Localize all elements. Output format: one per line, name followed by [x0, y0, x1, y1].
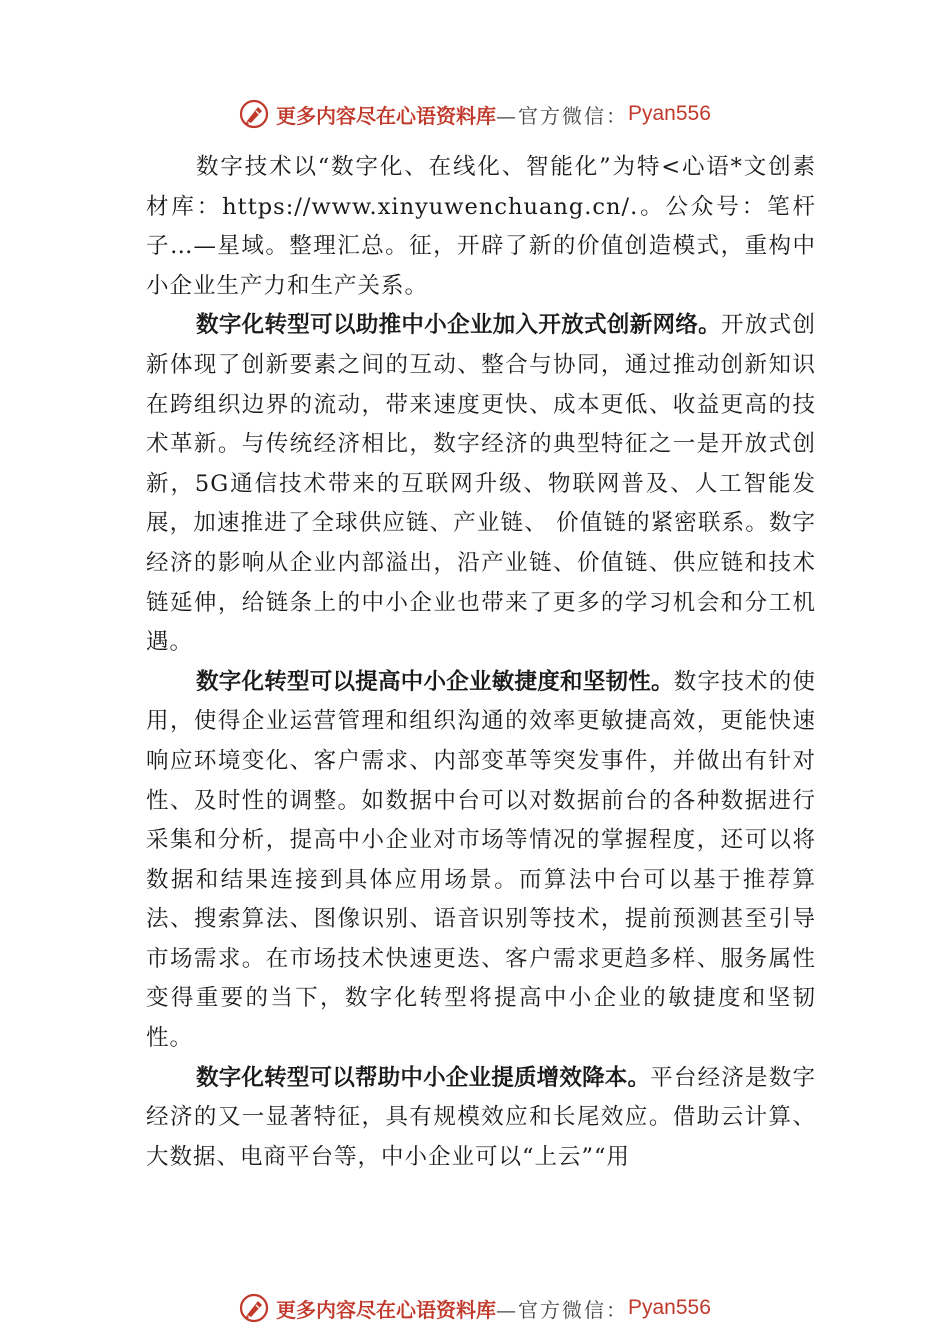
paragraph-text: 数字技术以“数字化、在线化、智能化”为特<心语*文创素材库：https://www.xinyuwenchuang.cn/.。公众号：笔杆子…—星域。整理汇总。征，开辟了新的价值创造模式，重构中小企业生产力和生产关系。	[146, 154, 816, 299]
paragraph	[146, 306, 816, 662]
paragraph-text: 平台经济是数字经济的又一显著特征，具有规模效应和长尾效应。借助云计算、大数据、电商平台等，中小企业可以“上云”“用	[146, 1064, 816, 1170]
paragraph	[146, 663, 816, 1059]
paragraph-lead: 数字化转型可以帮助中小企业提质增效降本。	[196, 1064, 651, 1091]
paragraph	[146, 148, 816, 306]
pen-nib-logo-icon	[238, 98, 270, 130]
header-wechat-id: Pyan556	[628, 102, 711, 125]
footer-banner-text: 更多内容尽在心语资料库	[276, 1297, 496, 1322]
document-body	[146, 148, 816, 1177]
header-banner-text: 更多内容尽在心语资料库	[276, 103, 496, 128]
footer-wechat-id: Pyan556	[628, 1296, 711, 1319]
paragraph-lead: 数字化转型可以助推中小企业加入开放式创新网络。	[196, 312, 721, 339]
footer-banner-separator: —官方微信：	[496, 1297, 628, 1322]
paragraph	[146, 1059, 816, 1178]
header-banner-separator: —官方微信：	[496, 103, 628, 128]
paragraph-lead: 数字化转型可以提高中小企业敏捷度和坚韧性。	[196, 668, 674, 695]
paragraph-text: 数字技术的使用，使得企业运营管理和组织沟通的效率更敏捷高效，更能快速响应环境变化、客户需求、内部变革等突发事件，并做出有针对性、及时性的调整。如数据中台可以对数据前台的各种数据进行采集和分析，提高中小企业对市场等情况的掌握程度，还可以将数据和结果连接到具体应用场景。而算法中台可以基于推荐算法、搜索算法、图像识别、语音识别等技术，提前预测甚至引导市场需求。在市场技术快速更迭、客户需求更趋多样、服务属性变得重要的当下，数字化转型将提高中小企业的敏捷度和坚韧性。	[146, 668, 816, 1052]
footer-banner	[238, 1290, 711, 1326]
header-banner	[238, 96, 711, 132]
pen-nib-logo-icon	[238, 1292, 270, 1324]
paragraph-text: 开放式创新体现了创新要素之间的互动、整合与协同，通过推动创新知识在跨组织边界的流动，带来速度更快、成本更低、收益更高的技术革新。与传统经济相比，数字经济的典型特征之一是开放式创新，5G通信技术带来的互联网升级、物联网普及、人工智能发展，加速推进了全球供应链、产业链、 价值链的紧密联系。数字经济的影响从企业内部溢出，沿产业链、价值链、供应链和技术链延伸，给链条上的中小企业也带来了更多的学习机会和分工机遇。	[146, 312, 816, 656]
